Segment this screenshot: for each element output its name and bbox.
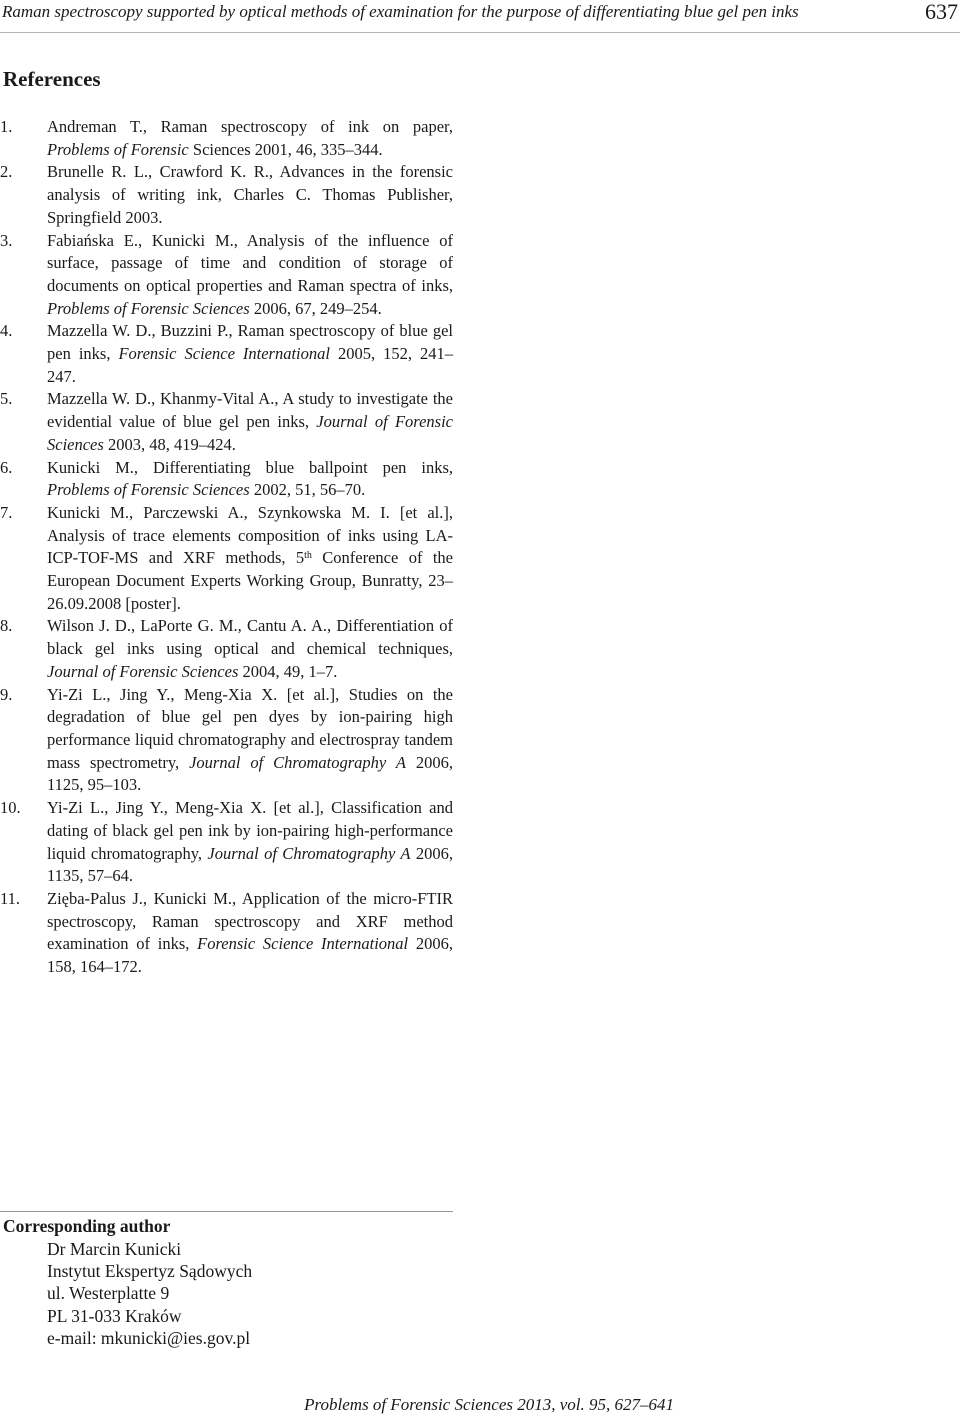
reference-item xyxy=(0,320,453,388)
reference-text: Yi-Zi L., Jing Y., Meng-Xia X. [et al.], Studies on the degradation of blue gel pen dyes by ion-pairing high performance liquid chromatography and electrospray tandem mass spectrometry, xyxy=(47,684,453,772)
running-title: Raman spectroscopy supported by optical methods of examination for the purpose of differentiating blue gel pen inks xyxy=(2,2,799,21)
references-heading: References xyxy=(3,67,101,91)
reference-details: 2006, 67, 249–254. xyxy=(249,298,382,318)
reference-text: Yi-Zi L., Jing Y., Meng-Xia X. [et al.], Classification and dating of black gel pen ink by ion-pairing high-performance liquid chromatography, xyxy=(47,798,453,863)
reference-text: Wilson J. D., LaPorte G. M., Cantu A. A., Differentiation of black gel inks using optical and chemical techniques, xyxy=(47,616,453,659)
reference-source: Forensic Science International xyxy=(118,344,330,364)
corresponding-author-heading: Corresponding author xyxy=(3,1216,171,1236)
reference-source: Journal of Forensic Sciences xyxy=(47,412,453,454)
reference-details: 2003, 48, 419–424. xyxy=(103,434,236,454)
reference-item xyxy=(0,502,453,616)
reference-text: Brunelle R. L., Crawford K. R., Advances in the forensic analysis of writing ink, Charles C. Thomas Publisher, Springfield 2003. xyxy=(47,162,453,227)
reference-text: Mazzella W. D., Buzzini P., Raman spectroscopy of blue gel pen inks, xyxy=(47,321,453,364)
reference-number: 5. xyxy=(0,389,13,409)
reference-number: 7. xyxy=(0,502,13,522)
reference-source: Problems of Forensic xyxy=(47,139,189,159)
reference-source: Forensic Science International xyxy=(197,934,409,954)
reference-details: Conference of the European Document Experts Working Group, Bunratty, 23–26.09.2008 [poster]. xyxy=(47,548,453,613)
reference-item xyxy=(0,457,453,502)
journal-footer: Problems of Forensic Sciences 2013, vol. 95, 627–641 xyxy=(304,1395,674,1414)
reference-number: 4. xyxy=(0,321,13,341)
reference-details: Sciences 2001, 46, 335–344. xyxy=(188,139,383,159)
author-street: ul. Westerplatte 9 xyxy=(47,1283,170,1304)
reference-item xyxy=(0,797,453,888)
reference-number: 9. xyxy=(0,684,13,704)
reference-number: 3. xyxy=(0,230,13,250)
author-name: Dr Marcin Kunicki xyxy=(47,1239,182,1259)
reference-source: Journal of Chromatography A xyxy=(189,752,406,772)
reference-details: 2006, 158, 164–172. xyxy=(47,934,454,977)
ordinal-superscript: th xyxy=(304,550,312,562)
reference-number: 10. xyxy=(0,798,21,818)
reference-text: Mazzella W. D., Khanmy-Vital A., A study to investigate the evidential value of blue gel pen inks, xyxy=(47,389,453,432)
running-header xyxy=(0,0,960,33)
reference-item xyxy=(0,230,453,321)
reference-item xyxy=(0,116,453,161)
reference-text: Zięba-Palus J., Kunicki M., Application of the micro-FTIR spectroscopy, Raman spectroscopy and XRF method examination of inks, xyxy=(47,888,453,954)
author-city: PL 31-033 Kraków xyxy=(47,1305,182,1326)
corresponding-author-divider xyxy=(0,1211,453,1212)
reference-item xyxy=(0,615,453,683)
reference-number: 6. xyxy=(0,457,13,477)
reference-details: 2004, 49, 1–7. xyxy=(238,661,338,681)
reference-source: Problems of Forensic Sciences xyxy=(47,298,250,318)
reference-source: Problems of Forensic Sciences xyxy=(47,480,250,500)
reference-details: 2005, 152, 241–247. xyxy=(47,344,453,386)
reference-list xyxy=(0,116,453,979)
reference-item xyxy=(0,888,453,979)
reference-text: Andreman T., Raman spectroscopy of ink on paper, xyxy=(47,117,453,136)
reference-details: 2002, 51, 56–70. xyxy=(249,480,366,500)
reference-source: Journal of Chromatography A xyxy=(207,843,411,863)
reference-details: 2006, 1125, 95–103. xyxy=(47,752,453,795)
reference-details: 2006, 1135, 57–64. xyxy=(47,843,454,886)
reference-number: 8. xyxy=(0,616,13,636)
reference-number: 11. xyxy=(0,888,21,908)
reference-number: 2. xyxy=(0,162,13,182)
corresponding-author-address xyxy=(47,1238,252,1349)
author-email: e-mail: mkunicki@ies.gov.pl xyxy=(47,1327,251,1348)
reference-item xyxy=(0,684,453,798)
author-institution: Instytut Ekspertyz Sądowych xyxy=(47,1261,253,1282)
page-number: 637 xyxy=(925,0,958,24)
reference-source: Journal of Forensic Sciences xyxy=(47,661,239,681)
reference-item xyxy=(0,161,453,229)
reference-text: Fabiańska E., Kunicki M., Analysis of the influence of surface, passage of time and condition of storage of documents on optical properties and Raman spectra of inks, xyxy=(47,230,453,295)
reference-item xyxy=(0,388,453,456)
reference-text: Kunicki M., Parczewski A., Szynkowska M. I. [et al.], Analysis of trace elements composition of inks using LA-ICP-TOF-MS and XRF methods, 5 xyxy=(47,502,453,568)
reference-number: 1. xyxy=(0,117,13,136)
reference-text: Kunicki M., Differentiating blue ballpoint pen inks, xyxy=(47,457,453,477)
